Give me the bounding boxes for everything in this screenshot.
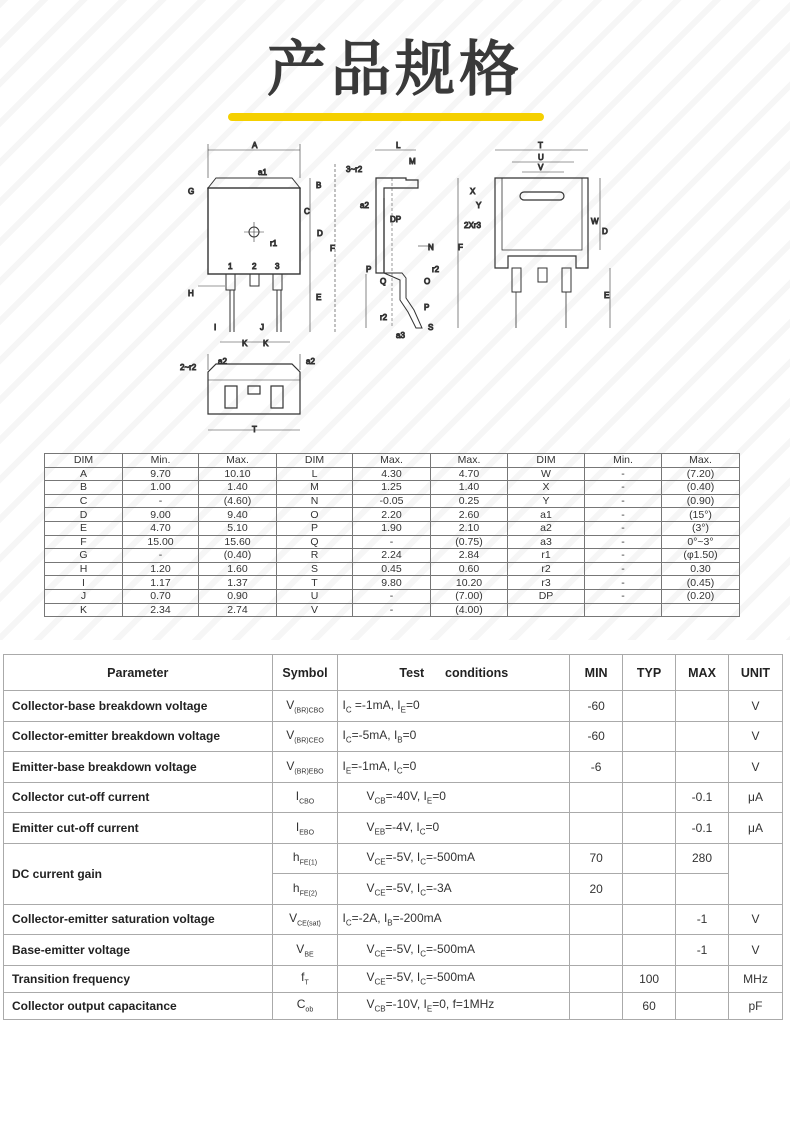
dim-row [45, 467, 740, 481]
unit-cell: μA [729, 813, 783, 844]
dim-cell: (7.20) [662, 467, 740, 481]
param-cell: Base-emitter voltage [4, 935, 273, 966]
title-underline-bar [228, 113, 544, 121]
symbol-sub: (BR)EBO [294, 767, 324, 775]
label-s: S [428, 323, 434, 332]
param-cell: Collector-base breakdown voltage [4, 691, 273, 722]
label-e2: E [604, 291, 610, 300]
dim-cell: J [45, 589, 123, 603]
back-view [458, 150, 610, 328]
dim-cell: 1.40 [199, 481, 277, 495]
dim-cell: - [353, 535, 431, 549]
typ-cell [623, 935, 676, 966]
typ-cell [623, 691, 676, 722]
dim-cell: - [353, 603, 431, 617]
label-t: T [538, 141, 543, 150]
dim-row [45, 521, 740, 535]
param-cell: Collector cut-off current [4, 782, 273, 813]
min-cell: -60 [570, 691, 623, 722]
min-cell [570, 935, 623, 966]
label-pin2: 2 [252, 262, 257, 271]
label-v: V [538, 163, 544, 172]
dim-cell: 10.10 [199, 467, 277, 481]
dim-cell: DIM [508, 454, 585, 468]
dim-cell: 9.00 [123, 508, 199, 522]
dim-cell: Max. [662, 454, 740, 468]
dim-cell: N [277, 494, 353, 508]
label-a: A [252, 141, 258, 150]
electrical-characteristics-table [3, 654, 783, 1020]
unit-cell: pF [729, 992, 783, 1019]
param-cell: Emitter-base breakdown voltage [4, 752, 273, 783]
symbol-cell [272, 782, 338, 813]
label-y: Y [476, 201, 482, 210]
label-w: W [591, 217, 599, 226]
dim-cell: -0.05 [353, 494, 431, 508]
symbol-cell [272, 721, 338, 752]
typ-cell [623, 874, 676, 905]
label-d2: D [602, 227, 608, 236]
max-cell: -0.1 [676, 782, 729, 813]
symbol-sub: EBO [299, 828, 315, 836]
typ-cell: 100 [623, 965, 676, 992]
label-i: I [214, 323, 217, 332]
symbol-main: h [292, 880, 300, 895]
label-a2: a2 [360, 201, 369, 210]
side-view [366, 150, 432, 328]
unit-cell: V [729, 721, 783, 752]
dim-cell: 2.84 [431, 549, 508, 563]
max-cell [676, 721, 729, 752]
dim-cell: 10.20 [431, 576, 508, 590]
dim-cell: H [45, 562, 123, 576]
symbol-main: f [301, 970, 305, 985]
symbol-main: I [295, 819, 300, 834]
dim-cell: 4.70 [431, 467, 508, 481]
label-a2c: a2 [306, 357, 315, 366]
dim-row [45, 494, 740, 508]
unit-cell: MHz [729, 965, 783, 992]
dim-cell: r1 [508, 549, 585, 563]
dim-cell: 2.34 [123, 603, 199, 617]
symbol-main: V [296, 941, 305, 956]
condition-cell: $I_C =-1mA$, $I_E=0$ [338, 691, 570, 722]
package-outline-drawing [170, 138, 650, 438]
header-symbol: Symbol [272, 655, 338, 691]
unit-cell: V [729, 904, 783, 935]
dim-cell: DP [508, 589, 585, 603]
spec-row [4, 843, 783, 874]
dim-row [45, 549, 740, 563]
dim-cell: - [585, 521, 662, 535]
page-title: 产品规格 [267, 35, 523, 105]
label-r2a: r2 [432, 265, 440, 274]
dim-cell: (0.75) [431, 535, 508, 549]
dim-cell: T [277, 576, 353, 590]
dim-cell: - [123, 549, 199, 563]
symbol-main: C [296, 997, 306, 1012]
dim-cell: 1.90 [353, 521, 431, 535]
dim-cell: DIM [277, 454, 353, 468]
symbol-cell [272, 752, 338, 783]
dimension-table [44, 453, 740, 617]
header-test-conditions: Test conditions [338, 655, 570, 691]
dim-row [45, 535, 740, 549]
dim-cell: 1.25 [353, 481, 431, 495]
dim-cell: (15°) [662, 508, 740, 522]
dim-cell: 0°~3° [662, 535, 740, 549]
max-cell [676, 965, 729, 992]
dim-cell: 4.30 [353, 467, 431, 481]
symbol-sub: ob [305, 1006, 314, 1014]
dim-cell [662, 603, 740, 617]
min-cell: -60 [570, 721, 623, 752]
header-max: MAX [676, 655, 729, 691]
dim-cell: V [277, 603, 353, 617]
header-min: MIN [570, 655, 623, 691]
spec-row [4, 721, 783, 752]
symbol-sub: CE(sat) [297, 920, 321, 928]
dim-cell: (0.90) [662, 494, 740, 508]
dim-cell: G [45, 549, 123, 563]
dim-cell: Max. [431, 454, 508, 468]
dim-cell: (4.60) [199, 494, 277, 508]
dim-cell: 1.60 [199, 562, 277, 576]
label-t2: T [252, 425, 257, 434]
symbol-sub: (BR)CEO [294, 737, 324, 745]
label-3-r2: 3~r2 [346, 165, 363, 174]
spec-row [4, 992, 783, 1019]
dim-cell: (0.40) [662, 481, 740, 495]
symbol-sub: CBO [299, 798, 315, 806]
dim-cell: - [585, 508, 662, 522]
dim-cell: 0.30 [662, 562, 740, 576]
symbol-sub: FE(2) [299, 889, 318, 897]
dim-cell: M [277, 481, 353, 495]
dim-cell: S [277, 562, 353, 576]
dim-row [45, 589, 740, 603]
dim-cell: 1.37 [199, 576, 277, 590]
dim-cell: - [585, 562, 662, 576]
dim-cell: r2 [508, 562, 585, 576]
dim-row [45, 562, 740, 576]
typ-cell [623, 782, 676, 813]
dim-cell: 4.70 [123, 521, 199, 535]
symbol-cell [272, 691, 338, 722]
label-u: U [538, 153, 544, 162]
dim-cell: - [123, 494, 199, 508]
dim-cell: r3 [508, 576, 585, 590]
dim-cell: - [585, 494, 662, 508]
param-cell: Transition frequency [4, 965, 273, 992]
symbol-sub: (BR)CBO [294, 706, 324, 714]
spec-row [4, 904, 783, 935]
typ-cell [623, 843, 676, 874]
typ-cell: 60 [623, 992, 676, 1019]
dim-cell: I [45, 576, 123, 590]
label-d: D [317, 229, 323, 238]
dim-cell: - [585, 589, 662, 603]
label-e: E [316, 293, 322, 302]
condition-cell: $V_{CE}=-5V$, $I_C=-500mA$ [338, 965, 570, 992]
dim-cell: 9.40 [199, 508, 277, 522]
dim-cell: E [45, 521, 123, 535]
condition-cell: $V_{CE}=-5V$, $I_C=-3A$ [338, 874, 570, 905]
dim-cell: 1.00 [123, 481, 199, 495]
label-pin1: 1 [228, 262, 233, 271]
symbol-cell [272, 992, 338, 1019]
dim-cell: L [277, 467, 353, 481]
label-x: X [470, 187, 476, 196]
symbol-cell [272, 813, 338, 844]
symbol-sub: T [304, 979, 309, 987]
dim-cell: P [277, 521, 353, 535]
label-a3: a3 [396, 331, 405, 340]
dim-cell: 0.70 [123, 589, 199, 603]
symbol-main: V [289, 911, 298, 926]
condition-cell: $V_{EB}=-4V$, $I_C=0$ [338, 813, 570, 844]
spec-row [4, 782, 783, 813]
dim-cell: 0.25 [431, 494, 508, 508]
dim-cell: B [45, 481, 123, 495]
symbol-cell [272, 874, 338, 905]
max-cell: -1 [676, 904, 729, 935]
typ-cell [623, 813, 676, 844]
dim-cell: K [45, 603, 123, 617]
label-r1: r1 [270, 239, 278, 248]
condition-cell: $V_{CB}=-40V$, $I_E=0$ [338, 782, 570, 813]
dim-cell: A [45, 467, 123, 481]
unit-cell: μA [729, 782, 783, 813]
dim-cell: DIM [45, 454, 123, 468]
param-cell: Emitter cut-off current [4, 813, 273, 844]
dim-cell: - [585, 576, 662, 590]
dim-cell: (0.40) [199, 549, 277, 563]
condition-cell: $V_{CB}=-10V$, $I_E=0$, f=1MHz [338, 992, 570, 1019]
dim-cell: Max. [199, 454, 277, 468]
dim-cell: Min. [123, 454, 199, 468]
symbol-sub: BE [304, 950, 314, 958]
unit-cell: V [729, 935, 783, 966]
label-q: Q [380, 277, 387, 286]
dim-cell: 2.20 [353, 508, 431, 522]
dim-cell: (0.20) [662, 589, 740, 603]
dim-cell: 0.45 [353, 562, 431, 576]
max-cell [676, 752, 729, 783]
param-cell: Collector-emitter breakdown voltage [4, 721, 273, 752]
dim-cell: 9.80 [353, 576, 431, 590]
label-a1: a1 [258, 168, 267, 177]
label-j: J [260, 323, 264, 332]
label-2xr3: 2Xr3 [464, 221, 481, 230]
dim-cell: - [353, 589, 431, 603]
dim-cell: Q [277, 535, 353, 549]
symbol-main: V [286, 758, 295, 773]
spec-row [4, 935, 783, 966]
dim-cell: Max. [353, 454, 431, 468]
min-cell: -6 [570, 752, 623, 783]
label-p: P [366, 265, 372, 274]
header-parameter: Parameter [4, 655, 273, 691]
symbol-sub: FE(1) [299, 859, 318, 867]
min-cell [570, 965, 623, 992]
spec-row [4, 752, 783, 783]
spec-row [4, 813, 783, 844]
unit-cell: V [729, 691, 783, 722]
label-g: G [188, 187, 195, 196]
symbol-main: V [286, 697, 295, 712]
label-2-r2: 2~r2 [180, 363, 197, 372]
dim-cell: 15.60 [199, 535, 277, 549]
symbol-main: I [295, 789, 300, 804]
header-unit: UNIT [729, 655, 783, 691]
min-cell [570, 992, 623, 1019]
min-cell: 20 [570, 874, 623, 905]
param-cell: DC current gain [4, 843, 273, 904]
condition-cell: $I_C=-2A$, $I_B=-200mA$ [338, 904, 570, 935]
dim-cell: 9.70 [123, 467, 199, 481]
dim-cell: - [585, 549, 662, 563]
dim-cell: 1.40 [431, 481, 508, 495]
dim-cell [585, 603, 662, 617]
dim-row [45, 603, 740, 617]
symbol-main: V [286, 728, 295, 743]
unit-cell: V [729, 752, 783, 783]
dim-cell: 2.60 [431, 508, 508, 522]
dim-cell: W [508, 467, 585, 481]
symbol-main: h [292, 850, 300, 865]
dim-cell: a3 [508, 535, 585, 549]
label-a2b: a2 [218, 357, 227, 366]
header-typ: TYP [623, 655, 676, 691]
label-r2b: r2 [380, 313, 388, 322]
spec-row [4, 691, 783, 722]
dim-row [45, 576, 740, 590]
dim-cell: (4.00) [431, 603, 508, 617]
dim-cell: a1 [508, 508, 585, 522]
dim-cell: F [45, 535, 123, 549]
symbol-cell [272, 965, 338, 992]
dim-cell: 2.24 [353, 549, 431, 563]
label-k1: K [242, 339, 248, 348]
dim-cell: D [45, 508, 123, 522]
label-o: O [424, 277, 431, 286]
dim-cell: 15.00 [123, 535, 199, 549]
spec-row [4, 965, 783, 992]
label-c: C [304, 207, 310, 216]
dim-cell: Y [508, 494, 585, 508]
label-pin3: 3 [275, 262, 280, 271]
max-cell: -1 [676, 935, 729, 966]
param-cell: Collector-emitter saturation voltage [4, 904, 273, 935]
symbol-cell [272, 935, 338, 966]
max-cell [676, 874, 729, 905]
label-pp: P [424, 303, 430, 312]
dim-cell: (0.45) [662, 576, 740, 590]
dim-cell: (7.00) [431, 589, 508, 603]
label-dp: DP [390, 215, 402, 224]
typ-cell [623, 904, 676, 935]
condition-cell: $V_{CE}=-5V$, $I_C=-500mA$ [338, 935, 570, 966]
max-cell: -0.1 [676, 813, 729, 844]
label-l: L [396, 141, 401, 150]
dim-cell: 1.20 [123, 562, 199, 576]
label-n: N [428, 243, 434, 252]
dim-cell: Min. [585, 454, 662, 468]
typ-cell [623, 752, 676, 783]
dim-cell: a2 [508, 521, 585, 535]
dim-cell: 0.90 [199, 589, 277, 603]
max-cell [676, 992, 729, 1019]
dim-cell: O [277, 508, 353, 522]
label-h: H [188, 289, 194, 298]
max-cell [676, 691, 729, 722]
condition-cell: $I_E=-1mA$, $I_C=0$ [338, 752, 570, 783]
dim-cell: - [585, 467, 662, 481]
label-b: B [316, 181, 322, 190]
dim-cell: C [45, 494, 123, 508]
label-m: M [409, 157, 416, 166]
param-cell: Collector output capacitance [4, 992, 273, 1019]
label-k2: K [263, 339, 269, 348]
max-cell: 280 [676, 843, 729, 874]
dim-row [45, 508, 740, 522]
typ-cell [623, 721, 676, 752]
symbol-cell [272, 904, 338, 935]
dim-cell [508, 603, 585, 617]
dim-cell: R [277, 549, 353, 563]
label-f2: F [458, 243, 463, 252]
dim-cell: (φ1.50) [662, 549, 740, 563]
dim-header-row [45, 454, 740, 468]
dim-cell: - [585, 481, 662, 495]
dim-cell: 2.74 [199, 603, 277, 617]
label-f: F [330, 244, 335, 253]
dim-row [45, 481, 740, 495]
dim-cell: 0.60 [431, 562, 508, 576]
condition-cell: $I_C=-5mA$, $I_B=0$ [338, 721, 570, 752]
dim-cell: (3°) [662, 521, 740, 535]
dim-cell: 2.10 [431, 521, 508, 535]
min-cell [570, 782, 623, 813]
dim-cell: 1.17 [123, 576, 199, 590]
min-cell [570, 813, 623, 844]
dim-cell: U [277, 589, 353, 603]
condition-cell: $V_{CE}=-5V$, $I_C=-500mA$ [338, 843, 570, 874]
min-cell: 70 [570, 843, 623, 874]
dim-cell: 5.10 [199, 521, 277, 535]
dim-cell: - [585, 535, 662, 549]
min-cell [570, 904, 623, 935]
symbol-cell [272, 843, 338, 874]
unit-cell [729, 843, 783, 904]
dim-cell: X [508, 481, 585, 495]
